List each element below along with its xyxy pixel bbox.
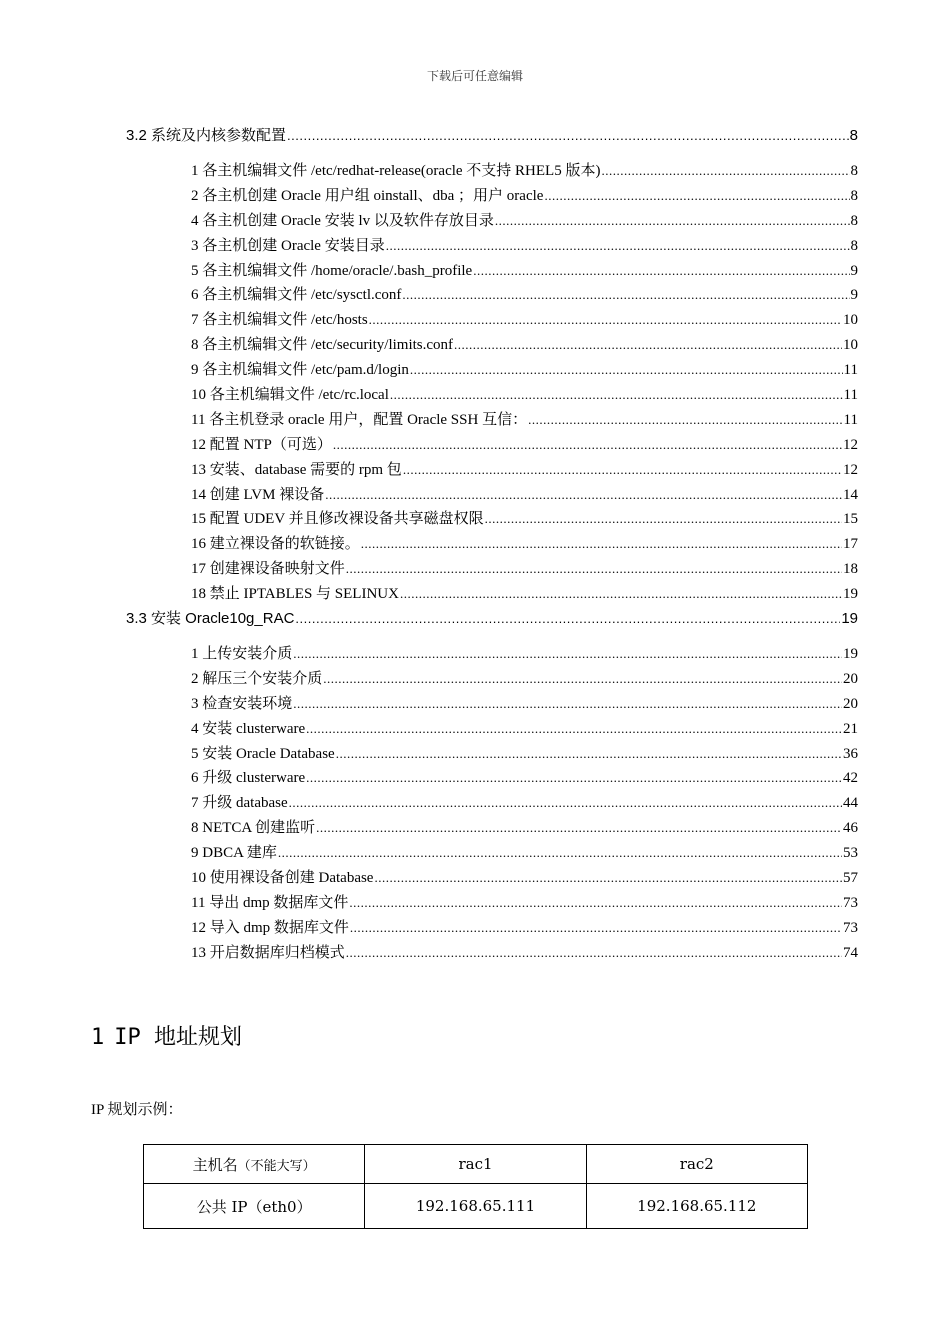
toc-leader-dots — [350, 917, 842, 939]
table-cell-rac1: rac1 — [365, 1145, 586, 1184]
toc-entry-title: 1 各主机编辑文件 /etc/redhat-release(oracle 不支持 RHEL5 版本) — [191, 163, 601, 179]
toc-entry[interactable] — [191, 892, 858, 914]
toc-leader-dots — [374, 867, 842, 889]
toc-entry-title: 12 配置 NTP（可选） — [191, 437, 332, 453]
toc-leader-dots — [386, 235, 850, 257]
toc-page-number: 19 — [841, 610, 858, 627]
toc-entry[interactable] — [191, 817, 858, 839]
toc-entry[interactable] — [191, 260, 858, 282]
toc-entry-title: 11 各主机登录 oracle 用户，配置 Oracle SSH 互信： — [191, 412, 528, 428]
toc-page-number: 9 — [850, 287, 858, 303]
toc-entry[interactable] — [191, 484, 858, 506]
toc-page-number: 8 — [850, 163, 858, 179]
toc-entry-title: 8 NETCA 创建监听 — [191, 820, 316, 836]
toc-page-number: 11 — [843, 362, 858, 378]
toc-entry[interactable] — [191, 558, 858, 580]
toc-page-number: 12 — [843, 437, 858, 453]
toc-leader-dots — [289, 792, 842, 814]
toc-entry-title: 14 创建 LVM 裸设备 — [191, 487, 325, 503]
table-cell-public-ip-label: 公共 IP（eth0） — [144, 1184, 365, 1229]
toc-page-number: 8 — [850, 188, 858, 204]
toc-leader-dots — [454, 334, 842, 356]
toc-entry-title: 4 安装 clusterware — [191, 721, 306, 737]
toc-entry-title: 3 检查安装环境 — [191, 696, 293, 712]
toc-entry[interactable] — [126, 608, 858, 630]
toc-entry[interactable] — [191, 210, 858, 232]
toc-entry-title: 17 创建裸设备映射文件 — [191, 561, 345, 577]
toc-entry[interactable] — [191, 508, 858, 530]
table-cell-rac2: rac2 — [586, 1145, 807, 1184]
toc-leader-dots — [333, 434, 842, 456]
toc-entry-title: 5 各主机编辑文件 /home/oracle/.bash_profile — [191, 263, 473, 279]
toc-page-number: 18 — [843, 561, 858, 577]
toc-entry[interactable] — [191, 409, 858, 431]
table-cell-rac2-ip: 192.168.65.112 — [586, 1184, 807, 1229]
toc-entry-title: 16 建立裸设备的软链接。 — [191, 536, 360, 552]
toc-leader-dots — [485, 508, 842, 530]
section-number: 1 — [91, 1025, 105, 1050]
toc-entry[interactable] — [191, 334, 858, 356]
toc-entry[interactable] — [191, 185, 858, 207]
toc-entry[interactable] — [191, 384, 858, 406]
toc-leader-dots — [316, 817, 842, 839]
table-cell-hostname-label — [144, 1145, 365, 1184]
intro-paragraph: IP 规划示例： — [91, 1102, 183, 1118]
hostname-label: 主机名 — [192, 1155, 238, 1174]
toc-entry[interactable] — [191, 917, 858, 939]
table-row — [144, 1184, 808, 1229]
toc-page-number: 44 — [843, 795, 858, 811]
toc-entry-title: 9 DBCA 建库 — [191, 845, 277, 861]
toc-entry[interactable] — [191, 867, 858, 889]
table-header-row — [144, 1145, 808, 1184]
toc-leader-dots — [325, 484, 842, 506]
toc-leader-dots — [278, 842, 842, 864]
toc-entry-title: 13 安装、database 需要的 rpm 包 — [191, 462, 402, 478]
toc-leader-dots — [293, 693, 842, 715]
toc-page-number: 11 — [843, 387, 858, 403]
toc-leader-dots — [346, 558, 842, 580]
toc-leader-dots — [495, 210, 850, 232]
table-cell-rac1-ip: 192.168.65.111 — [365, 1184, 586, 1229]
toc-page-number: 73 — [843, 920, 858, 936]
toc-leader-dots — [293, 643, 842, 665]
toc-entry-title: 4 各主机创建 Oracle 安装 lv 以及软件存放目录 — [191, 213, 494, 229]
toc-entry-title: 7 升级 database — [191, 795, 288, 811]
toc-page-number: 15 — [843, 511, 858, 527]
toc-leader-dots — [601, 160, 849, 182]
toc-page-number: 53 — [843, 845, 858, 861]
toc-entry[interactable] — [191, 533, 858, 555]
toc-leader-dots — [400, 583, 842, 605]
toc-leader-dots — [306, 718, 842, 740]
toc-page-number: 9 — [850, 263, 858, 279]
toc-entry[interactable] — [191, 792, 858, 814]
toc-entry-title: 3.3 安装 Oracle10g_RAC — [126, 610, 295, 627]
toc-entry-title: 6 各主机编辑文件 /etc/sysctl.conf — [191, 287, 402, 303]
toc-page-number: 12 — [843, 462, 858, 478]
toc-leader-dots — [369, 309, 842, 331]
toc-page-number: 20 — [843, 671, 858, 687]
toc-entry-title: 10 使用裸设备创建 Database — [191, 870, 374, 886]
toc-entry-title: 3 各主机创建 Oracle 安装目录 — [191, 238, 385, 254]
ip-plan-table — [143, 1144, 808, 1229]
toc-page-number: 73 — [843, 895, 858, 911]
toc-page-number: 17 — [843, 536, 858, 552]
toc-entry-title: 18 禁止 IPTABLES 与 SELINUX — [191, 586, 399, 602]
toc-leader-dots — [390, 384, 843, 406]
toc-entry[interactable] — [191, 160, 858, 182]
toc-leader-dots — [349, 892, 842, 914]
toc-page-number: 19 — [843, 586, 858, 602]
toc-page-number: 10 — [843, 312, 858, 328]
toc-entry-title: 13 开启数据库归档模式 — [191, 945, 345, 961]
toc-entry[interactable] — [191, 235, 858, 257]
toc-entry-title: 10 各主机编辑文件 /etc/rc.local — [191, 387, 389, 403]
toc-page-number: 8 — [850, 213, 858, 229]
toc-leader-dots — [403, 459, 842, 481]
toc-leader-dots — [410, 359, 843, 381]
toc-entry[interactable] — [191, 743, 858, 765]
toc-leader-dots — [361, 533, 842, 555]
toc-entry-title: 5 安装 Oracle Database — [191, 746, 335, 762]
toc-entry-title: 9 各主机编辑文件 /etc/pam.d/login — [191, 362, 409, 378]
toc-page-number: 19 — [843, 646, 858, 662]
toc-page-number: 74 — [843, 945, 858, 961]
toc-entry[interactable] — [126, 125, 858, 147]
toc-leader-dots — [336, 743, 842, 765]
toc-page-number: 20 — [843, 696, 858, 712]
toc-page-number: 46 — [843, 820, 858, 836]
toc-page-number: 36 — [843, 746, 858, 762]
toc-leader-dots — [323, 668, 842, 690]
toc-page-number: 42 — [843, 770, 858, 786]
toc-entry-title: 12 导入 dmp 数据库文件 — [191, 920, 349, 936]
toc-entry-title: 8 各主机编辑文件 /etc/security/limits.conf — [191, 337, 454, 353]
section-heading — [91, 1020, 242, 1051]
toc-entry[interactable] — [191, 284, 858, 306]
toc-page-number: 14 — [843, 487, 858, 503]
toc-leader-dots — [544, 185, 849, 207]
toc-entry-title: 15 配置 UDEV 并且修改裸设备共享磁盘权限 — [191, 511, 484, 527]
toc-entry-title: 3.2 系统及内核参数配置 — [126, 127, 287, 144]
toc-leader-dots — [528, 409, 842, 431]
toc-leader-dots — [306, 767, 842, 789]
toc-page-number: 57 — [843, 870, 858, 886]
toc-entry-title: 2 解压三个安装介质 — [191, 671, 323, 687]
toc-entry-title: 11 导出 dmp 数据库文件 — [191, 895, 349, 911]
toc-entry[interactable] — [191, 718, 858, 740]
toc-entry[interactable] — [191, 583, 858, 605]
toc-entry-title: 1 上传安装介质 — [191, 646, 293, 662]
page-header: 下载后可任意编辑 — [426, 69, 523, 83]
toc-entry[interactable] — [191, 693, 858, 715]
toc-leader-dots — [346, 942, 842, 964]
toc-leader-dots — [402, 284, 849, 306]
toc-page-number: 11 — [843, 412, 858, 428]
toc-entry[interactable] — [191, 359, 858, 381]
toc-entry[interactable] — [191, 459, 858, 481]
toc-page-number: 8 — [850, 238, 858, 254]
toc-entry[interactable] — [191, 434, 858, 456]
toc-entry-title: 6 升级 clusterware — [191, 770, 306, 786]
toc-page-number: 21 — [843, 721, 858, 737]
toc-page-number: 8 — [849, 127, 858, 144]
toc-leader-dots — [287, 125, 849, 147]
toc-entry-title: 7 各主机编辑文件 /etc/hosts — [191, 312, 368, 328]
toc-entry[interactable] — [191, 942, 858, 964]
toc-entry-title: 2 各主机创建 Oracle 用户组 oinstall、dba ；用户 oracle — [191, 188, 544, 204]
toc-entry[interactable] — [191, 842, 858, 864]
toc-leader-dots — [295, 608, 840, 630]
toc-entry[interactable] — [191, 767, 858, 789]
section-title: IP 地址规划 — [114, 1025, 242, 1050]
hostname-note: （不能大写） — [237, 1158, 316, 1174]
toc-entry[interactable] — [191, 668, 858, 690]
toc-entry[interactable] — [191, 643, 858, 665]
toc-entry[interactable] — [191, 309, 858, 331]
toc-page-number: 10 — [843, 337, 858, 353]
toc-leader-dots — [473, 260, 849, 282]
